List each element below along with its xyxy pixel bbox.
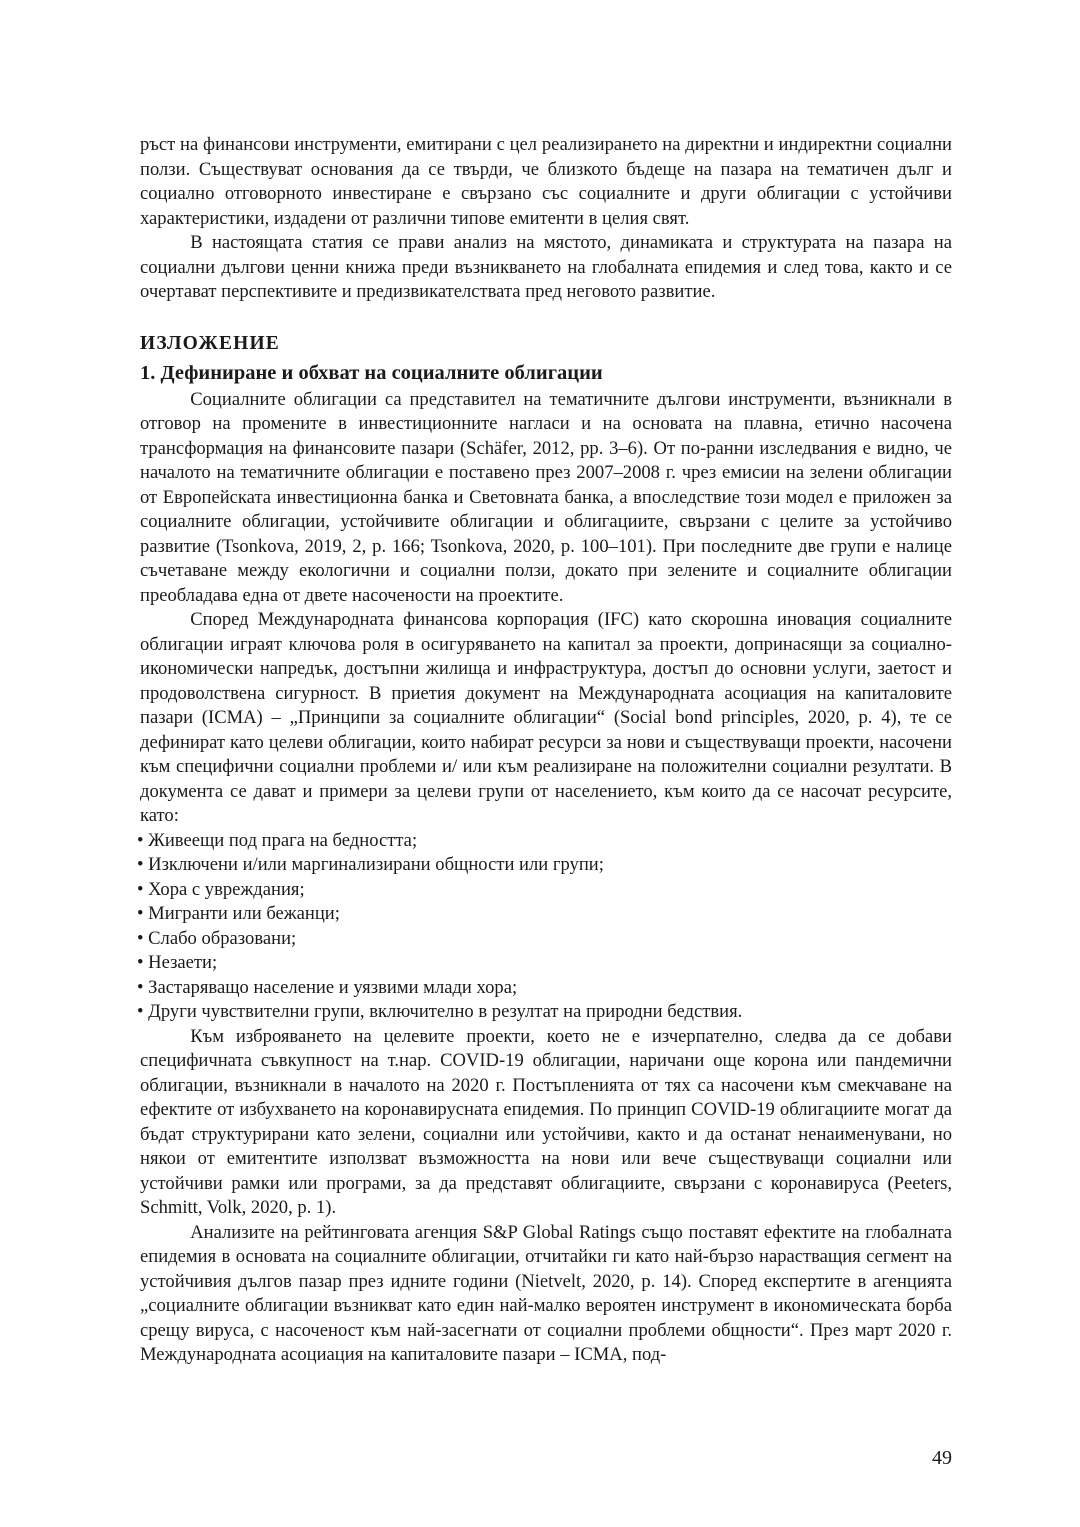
subsection-heading: 1. Дефиниране и обхват на социалните облигации	[140, 361, 603, 384]
list-item: • Други чувствителни групи, включително в резултат на природни бедствия.	[137, 1001, 743, 1022]
list-item: • Живеещи под прага на бедността;	[137, 829, 418, 851]
body-paragraph-2: Според Международната финансова корпорация (IFC) като скорошна иновация социалните облигации играят ключова роля в осигуряването на капитал за проекти, допринасящи за социално-икономически напредък, достъпни жилища и инфраструктура, достъп до основни услуги, заетост и продоволствена сигурност. В приетия документ на Международната асоциация на капиталовите пазари (ICMA) – „Принципи за социалните облигации“ (Social bond principles, 2020, p. 4), те се дефинират като целеви облигации, които набират ресурси за нови и съществуващи проекти, насочени към специфични социални проблеми и/ или към реализиране на положителни социални резултати. В документа се дават и примери за целеви групи от населението, към които да се насочат ресурсите, като:	[140, 609, 952, 826]
body-paragraph-4: Анализите на рейтинговата агенция S&P Global Ratings също поставят ефектите на глобалната епидемия в основата на социалните облигации, отчитайки ги като най-бързо нарастващия сегмент на устойчивия дългов пазар през идните години (Nietvelt, 2020, p. 14). Според експертите в агенцията „социалните облигации възникват като един най-малко вероятен инструмент в икономическата борба срещу вируса, с насоченост към най-засегнати от социални проблеми общности“. През март 2020 г. Международната асоциация на капиталовите пазари – ICMA, под-	[140, 1221, 952, 1365]
intro-paragraph-1: ръст на финансови инструменти, емитирани с цел реализирането на директни и индиректни социални ползи. Съществуват основания да се твърди, че близкото бъдеще на пазара на тематичен дълг и социално отговорното инвестиране е свързано със социалните и други облигации с устойчиви характеристики, издадени от различни типове емитенти в целия свят.	[140, 134, 952, 229]
intro-paragraph-2: В настоящата статия се прави анализ на мястото, динамиката и структурата на пазара на социални дългови ценни книжа преди възникването на глобалната епидемия и след това, както и се очертават перспективите и предизвикателствата пред неговото развитие.	[140, 232, 952, 302]
target-groups-list	[137, 829, 952, 1025]
page-number: 49	[932, 1447, 952, 1469]
list-item: • Незаети;	[137, 952, 218, 973]
body-paragraph-1: Социалните облигации са представител на тематичните дългови инструменти, възникнали в отговор на промените в инвестиционните нагласи и на основата на плавна, етично насочена трансформация на финансовите пазари (Schäfer, 2012, pp. 3–6). От по-ранни изследвания е видно, че началото на тематичните облигации е поставено през 2007–2008 г. чрез емисии на зелени облигации от Европейската инвестиционна банка и Световната банка, а впоследствие този модел е приложен за социалните облигации, устойчивите облигации и облигациите, свързани с целите за устойчиво развитие (Tsonkova, 2019, 2, p. 166; Tsonkova, 2020, p. 100–101). При последните две групи е налице съчетаване между екологични и социални ползи, докато при зелените и социалните облигации преобладава една от двете насочености на проектите.	[140, 388, 952, 606]
list-item: • Мигранти или бежанци;	[137, 903, 340, 924]
list-item: • Изключени и/или маргинализирани общности или групи;	[137, 854, 604, 875]
body-paragraph-3: Към изброяването на целевите проекти, което не е изчерпателно, следва да се добави специфичната съвкупност на т.нар. COVID-19 облигации, наричани още корона или пандемични облигации, възникнали в началото на 2020 г. Постъпленията от тях са насочени към смекчаване на ефектите от избухването на коронавирусната епидемия. По принцип COVID-19 облигациите могат да бъдат структурирани като зелени, социални или устойчиви, както и да останат ненаименувани, но някои от емитентите използват възможността на нови или вече съществуващи социални или устойчиви рамки или програми, за да представят облигациите, свързани с коронавируса (Peeters, Schmitt, Volk, 2020, p. 1).	[140, 1025, 952, 1218]
list-item: • Хора с увреждания;	[137, 878, 305, 900]
list-item: • Застаряващо население и уязвими млади хора;	[137, 976, 518, 998]
section-heading: ИЗЛОЖЕНИЕ	[140, 332, 280, 354]
page-body	[137, 133, 952, 1368]
list-item: • Слабо образовани;	[137, 927, 297, 949]
